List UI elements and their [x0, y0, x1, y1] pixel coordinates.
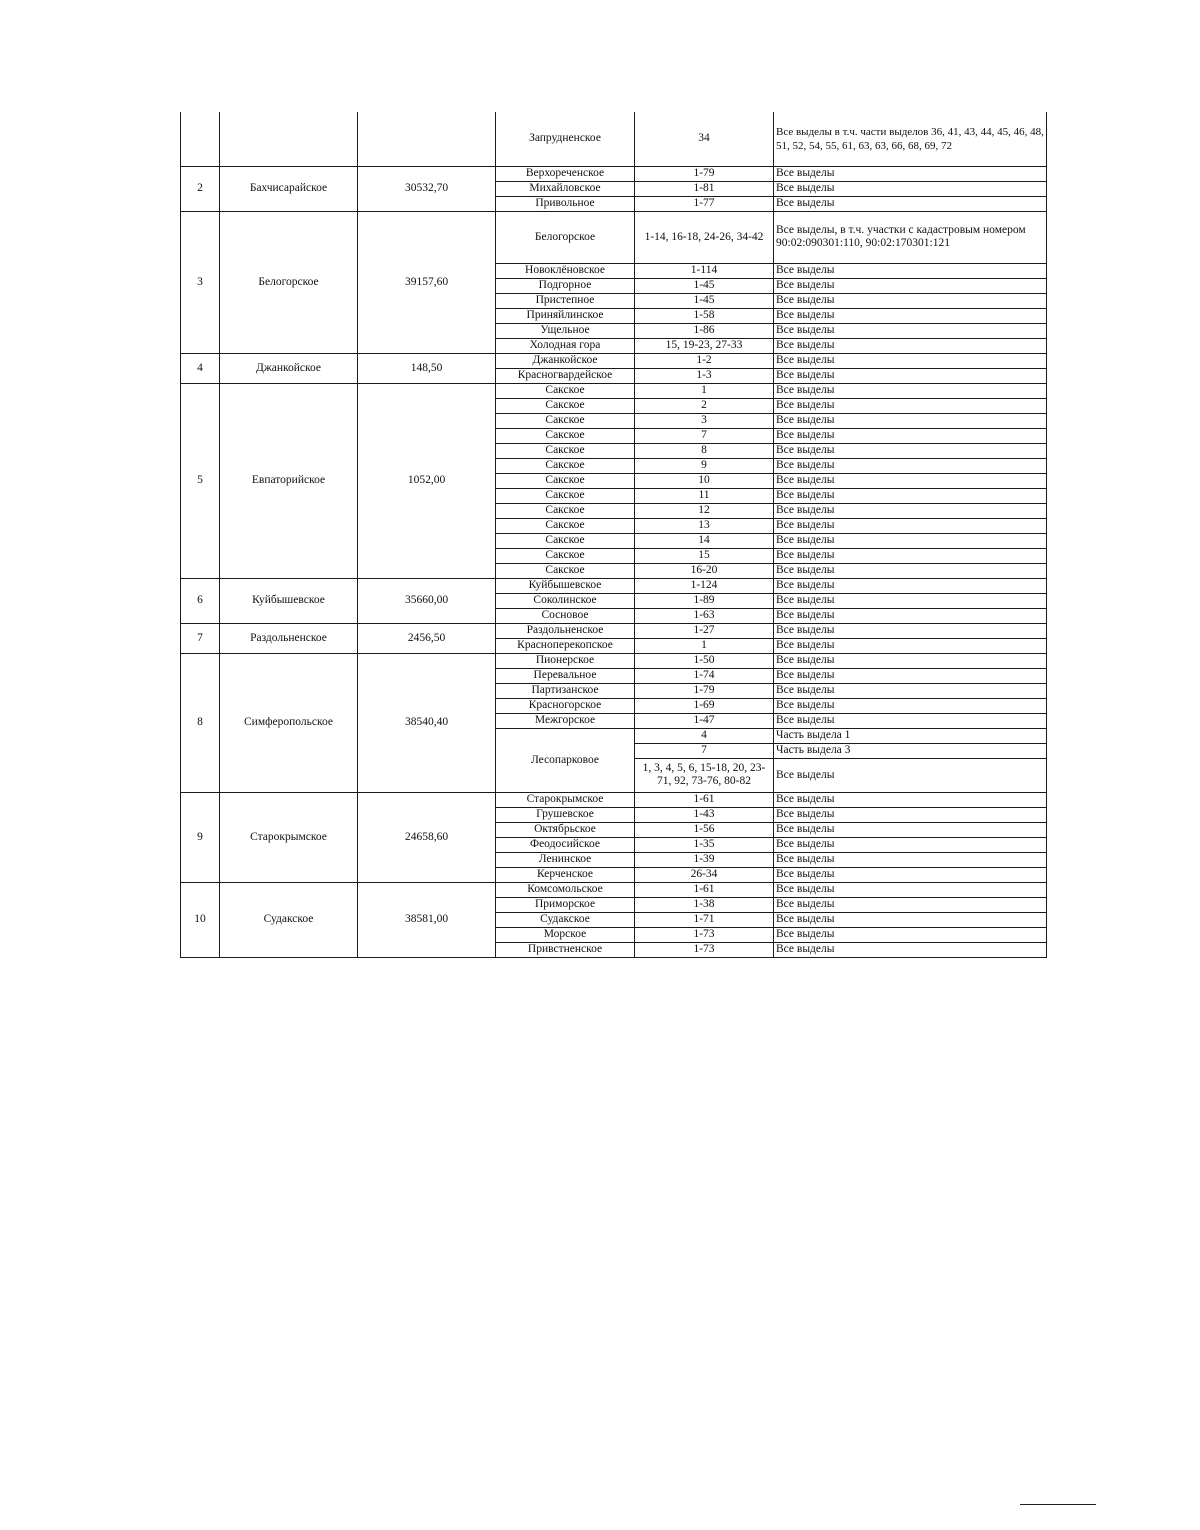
- district-name: Грушевское: [496, 807, 635, 822]
- row-number: 9: [181, 792, 220, 882]
- quarters-list: 1-73: [635, 942, 774, 957]
- quarters-list: 1-124: [635, 578, 774, 593]
- district-name: Сакское: [496, 413, 635, 428]
- district-name: Комсомольское: [496, 882, 635, 897]
- allotments-description: Все выделы: [774, 443, 1047, 458]
- area-value: 148,50: [358, 353, 496, 383]
- table-row: [181, 653, 1047, 668]
- row-number: 7: [181, 623, 220, 653]
- row-number: 8: [181, 653, 220, 792]
- district-name: Верхореченское: [496, 166, 635, 181]
- allotments-description: Все выделы: [774, 698, 1047, 713]
- district-name: Сакское: [496, 563, 635, 578]
- allotments-description: Все выделы: [774, 181, 1047, 196]
- quarters-list: 1-39: [635, 852, 774, 867]
- quarters-list: 15: [635, 548, 774, 563]
- district-name: Сакское: [496, 398, 635, 413]
- allotments-description: Все выделы: [774, 668, 1047, 683]
- allotments-description: Все выделы: [774, 533, 1047, 548]
- district-name: Сакское: [496, 503, 635, 518]
- district-name: Михайловское: [496, 181, 635, 196]
- quarters-list: 15, 19-23, 27-33: [635, 338, 774, 353]
- allotments-description: Все выделы: [774, 338, 1047, 353]
- row-number: 4: [181, 353, 220, 383]
- allotments-description: Все выделы: [774, 398, 1047, 413]
- district-name: Холодная гора: [496, 338, 635, 353]
- area-value: 35660,00: [358, 578, 496, 623]
- allotments-description: Все выделы: [774, 308, 1047, 323]
- allotments-description: Все выделы: [774, 563, 1047, 578]
- table-row: [181, 166, 1047, 181]
- district-name: Приняйлинское: [496, 308, 635, 323]
- allotments-description: Все выделы: [774, 653, 1047, 668]
- quarters-list: 1, 3, 4, 5, 6, 15-18, 20, 23-71, 92, 73-76, 80-82: [635, 758, 774, 792]
- district-name: Межгорское: [496, 713, 635, 728]
- row-number: 5: [181, 383, 220, 578]
- district-name: Ленинское: [496, 852, 635, 867]
- district-name: Сакское: [496, 458, 635, 473]
- quarters-list: 1-73: [635, 927, 774, 942]
- quarters-list: 12: [635, 503, 774, 518]
- allotments-description: Все выделы, в т.ч. участки с кадастровым номером 90:02:090301:110, 90:02:170301:121: [774, 211, 1047, 263]
- quarters-list: 1-74: [635, 668, 774, 683]
- quarters-list: 1-50: [635, 653, 774, 668]
- table-row: [181, 623, 1047, 638]
- district-name: Сакское: [496, 488, 635, 503]
- table-row: [181, 882, 1047, 897]
- area-value: 2456,50: [358, 623, 496, 653]
- bottom-rule: [1020, 1504, 1096, 1505]
- quarters-list: 1-114: [635, 263, 774, 278]
- quarters-list: 1-43: [635, 807, 774, 822]
- quarters-list: 1-61: [635, 792, 774, 807]
- allotments-description: Все выделы: [774, 383, 1047, 398]
- quarters-list: 1-71: [635, 912, 774, 927]
- district-name: Соколинское: [496, 593, 635, 608]
- quarters-list: 1-3: [635, 368, 774, 383]
- allotments-description: Все выделы: [774, 548, 1047, 563]
- allotments-description: Все выделы: [774, 413, 1047, 428]
- quarters-list: 1-27: [635, 623, 774, 638]
- allotments-description: Все выделы: [774, 792, 1047, 807]
- allotments-description: Все выделы: [774, 683, 1047, 698]
- allotments-description: Все выделы: [774, 822, 1047, 837]
- allotments-description: Все выделы: [774, 837, 1047, 852]
- district-name: Подгорное: [496, 278, 635, 293]
- allotments-description: Все выделы: [774, 638, 1047, 653]
- forestry-name: Судакское: [220, 882, 358, 957]
- area-value: 1052,00: [358, 383, 496, 578]
- quarters-list: 1-63: [635, 608, 774, 623]
- district-name: Привстненское: [496, 942, 635, 957]
- allotments-description: Все выделы: [774, 867, 1047, 882]
- quarters-list: 7: [635, 428, 774, 443]
- quarters-list: 11: [635, 488, 774, 503]
- allotments-description: Все выделы: [774, 278, 1047, 293]
- district-name: Сосновое: [496, 608, 635, 623]
- quarters-list: 1-58: [635, 308, 774, 323]
- allotments-description: Все выделы: [774, 912, 1047, 927]
- district-name: Пионерское: [496, 653, 635, 668]
- quarters-list: 1-38: [635, 897, 774, 912]
- district-name: Приморское: [496, 897, 635, 912]
- quarters-list: 2: [635, 398, 774, 413]
- quarters-list: 1-81: [635, 181, 774, 196]
- allotments-description: Все выделы в т.ч. части выделов 36, 41, 43, 44, 45, 46, 48, 51, 52, 54, 55, 61, 63, 63, 66, 68, 69, 72: [774, 112, 1047, 166]
- allotments-description: Все выделы: [774, 518, 1047, 533]
- quarters-list: 1-69: [635, 698, 774, 713]
- district-name: Феодосийское: [496, 837, 635, 852]
- district-name: Пристепное: [496, 293, 635, 308]
- allotments-description: Все выделы: [774, 368, 1047, 383]
- table-row: [181, 383, 1047, 398]
- allotments-description: Все выделы: [774, 488, 1047, 503]
- allotments-description: Все выделы: [774, 293, 1047, 308]
- allotments-description: Все выделы: [774, 196, 1047, 211]
- district-name: Партизанское: [496, 683, 635, 698]
- district-name: Белогорское: [496, 211, 635, 263]
- forestry-name: [220, 112, 358, 166]
- allotments-description: Все выделы: [774, 166, 1047, 181]
- district-name: Запрудненское: [496, 112, 635, 166]
- allotments-description: Все выделы: [774, 608, 1047, 623]
- allotments-description: Все выделы: [774, 852, 1047, 867]
- quarters-list: 1-35: [635, 837, 774, 852]
- quarters-list: 4: [635, 728, 774, 743]
- forestry-name: Белогорское: [220, 211, 358, 353]
- forestry-name: Куйбышевское: [220, 578, 358, 623]
- quarters-list: 1-86: [635, 323, 774, 338]
- quarters-list: 1-79: [635, 166, 774, 181]
- area-value: 38581,00: [358, 882, 496, 957]
- district-name: Ущельное: [496, 323, 635, 338]
- quarters-list: 14: [635, 533, 774, 548]
- allotments-description: Все выделы: [774, 897, 1047, 912]
- table-row: [181, 112, 1047, 166]
- row-number: 6: [181, 578, 220, 623]
- district-name: Сакское: [496, 473, 635, 488]
- forestry-name: Раздольненское: [220, 623, 358, 653]
- allotments-description: Все выделы: [774, 927, 1047, 942]
- allotments-description: Все выделы: [774, 593, 1047, 608]
- allotments-description: Все выделы: [774, 713, 1047, 728]
- forestry-name: Бахчисарайское: [220, 166, 358, 211]
- quarters-list: 1-77: [635, 196, 774, 211]
- row-number: 10: [181, 882, 220, 957]
- district-name: Сакское: [496, 518, 635, 533]
- quarters-list: 10: [635, 473, 774, 488]
- allotments-description: Все выделы: [774, 263, 1047, 278]
- quarters-list: 16-20: [635, 563, 774, 578]
- allotments-description: Часть выдела 3: [774, 743, 1047, 758]
- allotments-description: Все выделы: [774, 458, 1047, 473]
- row-number: 2: [181, 166, 220, 211]
- area-value: 30532,70: [358, 166, 496, 211]
- district-name: Морское: [496, 927, 635, 942]
- quarters-list: 1: [635, 383, 774, 398]
- allotments-description: Все выделы: [774, 758, 1047, 792]
- forestry-table: [180, 112, 1047, 958]
- quarters-list: 1: [635, 638, 774, 653]
- district-name: Сакское: [496, 443, 635, 458]
- allotments-description: Часть выдела 1: [774, 728, 1047, 743]
- district-name: Сакское: [496, 533, 635, 548]
- district-name: Куйбышевское: [496, 578, 635, 593]
- table-row: [181, 211, 1047, 263]
- table-row: [181, 792, 1047, 807]
- quarters-list: 1-56: [635, 822, 774, 837]
- district-name: Красногорское: [496, 698, 635, 713]
- quarters-list: 9: [635, 458, 774, 473]
- quarters-list: 7: [635, 743, 774, 758]
- district-name: Красноперекопское: [496, 638, 635, 653]
- district-name: Сакское: [496, 428, 635, 443]
- quarters-list: 13: [635, 518, 774, 533]
- row-number: 3: [181, 211, 220, 353]
- allotments-description: Все выделы: [774, 503, 1047, 518]
- district-name: Сакское: [496, 383, 635, 398]
- district-name: Джанкойское: [496, 353, 635, 368]
- row-number: [181, 112, 220, 166]
- district-name: Лесопарковое: [496, 728, 635, 792]
- quarters-list: 8: [635, 443, 774, 458]
- quarters-list: 1-79: [635, 683, 774, 698]
- allotments-description: Все выделы: [774, 623, 1047, 638]
- area-value: [358, 112, 496, 166]
- table-row: [181, 578, 1047, 593]
- table-row: [181, 353, 1047, 368]
- quarters-list: 1-45: [635, 278, 774, 293]
- district-name: Судакское: [496, 912, 635, 927]
- allotments-description: Все выделы: [774, 353, 1047, 368]
- allotments-description: Все выделы: [774, 807, 1047, 822]
- quarters-list: 34: [635, 112, 774, 166]
- forestry-name: Джанкойское: [220, 353, 358, 383]
- forestry-name: Симферопольское: [220, 653, 358, 792]
- forestry-name: Евпаторийское: [220, 383, 358, 578]
- quarters-list: 1-89: [635, 593, 774, 608]
- allotments-description: Все выделы: [774, 323, 1047, 338]
- quarters-list: 3: [635, 413, 774, 428]
- quarters-list: 1-2: [635, 353, 774, 368]
- district-name: Старокрымское: [496, 792, 635, 807]
- district-name: Красногвардейское: [496, 368, 635, 383]
- allotments-description: Все выделы: [774, 473, 1047, 488]
- quarters-list: 1-14, 16-18, 24-26, 34-42: [635, 211, 774, 263]
- allotments-description: Все выделы: [774, 942, 1047, 957]
- district-name: Раздольненское: [496, 623, 635, 638]
- area-value: 38540,40: [358, 653, 496, 792]
- quarters-list: 1-47: [635, 713, 774, 728]
- forestry-name: Старокрымское: [220, 792, 358, 882]
- quarters-list: 26-34: [635, 867, 774, 882]
- allotments-description: Все выделы: [774, 882, 1047, 897]
- quarters-list: 1-61: [635, 882, 774, 897]
- district-name: Сакское: [496, 548, 635, 563]
- quarters-list: 1-45: [635, 293, 774, 308]
- district-name: Октябрьское: [496, 822, 635, 837]
- district-name: Перевальное: [496, 668, 635, 683]
- area-value: 24658,60: [358, 792, 496, 882]
- district-name: Новоклёновское: [496, 263, 635, 278]
- area-value: 39157,60: [358, 211, 496, 353]
- allotments-description: Все выделы: [774, 578, 1047, 593]
- district-name: Керченское: [496, 867, 635, 882]
- district-name: Привольное: [496, 196, 635, 211]
- allotments-description: Все выделы: [774, 428, 1047, 443]
